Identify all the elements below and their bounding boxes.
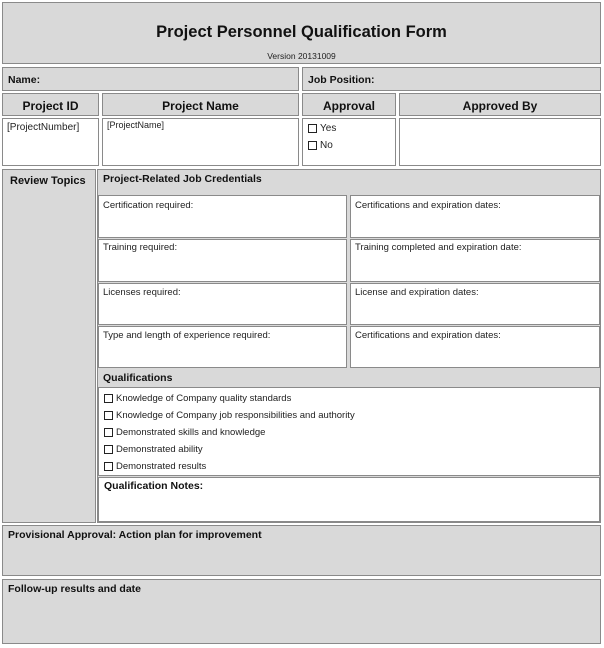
credential-right-3-label: License and expiration dates:	[355, 287, 479, 298]
project-name-value: [ProjectName]	[107, 120, 165, 130]
approval-no-option[interactable]	[308, 140, 333, 151]
credential-left-4[interactable]	[98, 326, 347, 368]
credential-left-2[interactable]	[98, 239, 347, 282]
qualification-item-3[interactable]	[104, 427, 265, 438]
credential-right-2[interactable]	[350, 239, 600, 282]
yes-label: Yes	[320, 123, 337, 134]
qualifications-list	[98, 387, 600, 476]
approved-by-cell[interactable]	[399, 118, 601, 166]
approval-header-label: Approval	[322, 99, 375, 113]
no-label: No	[320, 140, 333, 151]
qualification-label-4: Demonstrated ability	[116, 444, 203, 455]
qualification-label-2: Knowledge of Company job responsibilities and authority	[116, 410, 355, 421]
qualifications-header: Qualifications	[103, 372, 173, 384]
qualification-item-1[interactable]	[104, 393, 291, 404]
qualification-checkbox-2[interactable]	[104, 411, 113, 420]
qualification-checkbox-1[interactable]	[104, 394, 113, 403]
project-id-header-label: Project ID	[22, 99, 79, 113]
credential-left-3[interactable]	[98, 283, 347, 325]
approval-header	[302, 93, 396, 116]
qualification-label-1: Knowledge of Company quality standards	[116, 393, 292, 404]
follow-up-section[interactable]	[2, 579, 601, 644]
yes-checkbox[interactable]	[308, 124, 317, 133]
qualification-item-2[interactable]	[104, 410, 355, 421]
qualification-notes[interactable]	[98, 477, 600, 522]
credential-left-2-label: Training required:	[103, 242, 178, 253]
credentials-header: Project-Related Job Credentials	[103, 173, 262, 185]
project-name-header	[102, 93, 299, 116]
approved-by-header	[399, 93, 601, 116]
qualification-label-5: Demonstrated results	[116, 461, 207, 472]
project-name-cell[interactable]	[102, 118, 299, 166]
credential-left-1[interactable]	[98, 195, 347, 238]
provisional-approval-section[interactable]	[2, 525, 601, 576]
credential-right-1[interactable]	[350, 195, 600, 238]
qualification-checkbox-3[interactable]	[104, 428, 113, 437]
provisional-approval-label: Provisional Approval: Action plan for improvement	[8, 529, 262, 541]
title-band	[2, 2, 601, 64]
qualification-item-4[interactable]	[104, 444, 203, 455]
qualification-item-5[interactable]	[104, 461, 206, 472]
approval-cell	[302, 118, 396, 166]
approval-yes-option[interactable]	[308, 123, 336, 134]
credential-left-4-label: Type and length of experience required:	[103, 330, 271, 341]
project-name-header-label: Project Name	[162, 99, 239, 113]
credential-right-4-label: Certifications and expiration dates:	[355, 330, 501, 341]
qualification-checkbox-4[interactable]	[104, 445, 113, 454]
job-position-label: Job Position:	[308, 74, 375, 86]
credential-right-4[interactable]	[350, 326, 600, 368]
name-label: Name:	[8, 74, 41, 86]
no-checkbox[interactable]	[308, 141, 317, 150]
credential-right-2-label: Training completed and expiration date:	[355, 242, 522, 253]
credential-left-1-label: Certification required:	[103, 200, 194, 211]
project-id-header	[2, 93, 99, 116]
review-topics-label: Review Topics	[10, 175, 86, 187]
credential-left-3-label: Licenses required:	[103, 287, 181, 298]
qualification-notes-label: Qualification Notes:	[104, 480, 204, 492]
approved-by-header-label: Approved By	[462, 99, 538, 113]
form-version: Version 20131009	[267, 51, 336, 61]
project-id-cell[interactable]	[2, 118, 99, 166]
job-position-field[interactable]	[302, 67, 601, 91]
review-topics-column	[2, 169, 96, 523]
qualification-label-3: Demonstrated skills and knowledge	[116, 427, 266, 438]
qualification-checkbox-5[interactable]	[104, 462, 113, 471]
follow-up-label: Follow-up results and date	[8, 583, 142, 595]
project-id-value: [ProjectNumber]	[7, 122, 80, 133]
credential-right-1-label: Certifications and expiration dates:	[355, 200, 501, 211]
form-title: Project Personnel Qualification Form	[156, 23, 447, 41]
name-field[interactable]	[2, 67, 299, 91]
credential-right-3[interactable]	[350, 283, 600, 325]
